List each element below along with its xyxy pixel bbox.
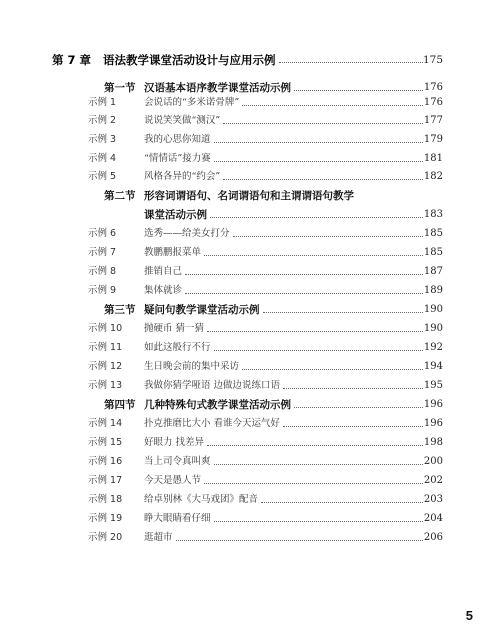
dot-leader: [204, 254, 423, 256]
example-title: 扑克推磨比大小 看谁今天运气好: [144, 418, 281, 429]
toc-example-7: [0, 243, 495, 263]
chapter-label: 第 7 章: [52, 53, 92, 67]
section-title-continued: 课堂活动示例: [144, 209, 207, 221]
example-title-line: [144, 224, 423, 244]
example-title: 好眼力 找差异: [144, 437, 205, 448]
dot-leader: [214, 463, 423, 465]
section-title: 几种特殊句式教学课堂活动示例: [144, 399, 291, 411]
toc-example-14: [0, 414, 495, 434]
toc-example-10: [0, 319, 495, 339]
example-label: 示例 14: [88, 418, 123, 429]
toc-example-4: [0, 149, 495, 169]
toc-example-20: [0, 528, 495, 548]
example-page: 177: [423, 115, 443, 126]
dot-leader: [204, 482, 423, 484]
dot-leader: [207, 444, 423, 446]
example-label: 示例 13: [88, 380, 123, 391]
example-title-line: [144, 433, 423, 453]
chapter-page: 175: [423, 54, 444, 66]
example-label: 示例 12: [88, 361, 123, 372]
example-title: 推销自己: [144, 266, 183, 277]
toc-example-11: [0, 338, 495, 358]
toc-example-3: [0, 130, 495, 150]
example-label: 示例 11: [88, 342, 123, 353]
example-title-line: [144, 490, 423, 510]
dot-leader: [214, 520, 423, 522]
example-label: 示例 20: [88, 532, 123, 543]
dot-leader: [261, 501, 423, 503]
example-title-line: [144, 509, 423, 529]
section-title: 疑问句教学课堂活动示例: [144, 304, 260, 316]
example-title: 生日晚会前的集中采访: [144, 361, 240, 372]
toc-section-3: [0, 300, 495, 320]
section-label: 第四节: [104, 399, 136, 411]
dot-leader: [242, 368, 423, 370]
example-title: 集体就诊: [144, 285, 183, 296]
toc-example-15: [0, 433, 495, 453]
example-label: 示例 10: [88, 323, 123, 334]
example-page: 190: [423, 323, 443, 334]
example-title-line: [144, 149, 423, 169]
section-page: 190: [423, 304, 443, 315]
dot-leader: [242, 104, 423, 106]
chapter-title: 语法教学课堂活动设计与应用示例: [103, 53, 276, 67]
example-label: 示例 9: [88, 285, 117, 296]
section-page: 183: [423, 209, 443, 220]
example-page: 181: [423, 153, 443, 164]
example-title: 我做你猜学哑语 边做边说练口语: [144, 380, 281, 391]
example-title-line: [144, 376, 423, 396]
dot-leader: [294, 406, 423, 408]
example-title-line: [144, 93, 423, 113]
example-label: 示例 8: [88, 266, 117, 277]
example-label: 示例 17: [88, 475, 123, 486]
example-title: 睁大眼睛看仔细: [144, 513, 211, 524]
example-label: 示例 15: [88, 437, 123, 448]
example-page: 192: [423, 342, 443, 353]
section-title-line: [144, 205, 423, 225]
example-page: 176: [423, 97, 443, 108]
section-title: 汉语基本语序教学课堂活动示例: [144, 82, 291, 94]
toc-example-12: [0, 357, 495, 377]
example-page: 187: [423, 266, 443, 277]
example-label: 示例 5: [88, 171, 117, 182]
section-label: 第二节: [104, 190, 136, 202]
example-page: 200: [423, 456, 443, 467]
example-title-line: [144, 452, 423, 472]
page-number: 5: [465, 608, 473, 623]
example-label: 示例 7: [88, 247, 117, 258]
section-title-line: [144, 186, 423, 206]
toc-example-2: [0, 111, 495, 131]
example-page: 195: [423, 380, 443, 391]
toc-example-1: [0, 93, 495, 113]
example-title: 我的心思你知道: [144, 134, 211, 145]
dot-leader: [223, 122, 423, 124]
section-page: 176: [423, 82, 443, 93]
dot-leader: [214, 160, 423, 162]
example-page: 196: [423, 418, 443, 429]
example-title-line: [144, 471, 423, 491]
dot-leader: [185, 292, 423, 294]
example-page: 185: [423, 247, 443, 258]
example-title: 风格各异的“约会”: [144, 171, 221, 182]
example-title: 选秀——给美女打分: [144, 228, 230, 239]
example-page: 202: [423, 475, 443, 486]
dot-leader: [294, 89, 423, 91]
example-page: 194: [423, 361, 443, 372]
example-page: 182: [423, 171, 443, 182]
dot-leader: [210, 216, 423, 218]
dot-leader: [233, 235, 423, 237]
toc-example-13: [0, 376, 495, 396]
example-title-line: [144, 319, 423, 339]
section-label: 第三节: [104, 304, 136, 316]
example-title: “情情话”接力赛: [144, 153, 211, 164]
example-title-line: [144, 528, 423, 548]
example-label: 示例 1: [88, 97, 117, 108]
example-page: 185: [423, 228, 443, 239]
dot-leader: [223, 178, 423, 180]
example-page: 203: [423, 494, 443, 505]
example-title-line: [144, 111, 423, 131]
example-title: 教鹏鹏报菜单: [144, 247, 202, 258]
example-label: 示例 16: [88, 456, 123, 467]
toc-example-9: [0, 281, 495, 301]
example-title-line: [144, 167, 423, 187]
toc-chapter-7: [0, 50, 495, 70]
section-label: 第一节: [104, 82, 136, 94]
example-title-line: [144, 414, 423, 434]
example-label: 示例 19: [88, 513, 123, 524]
section-page: 196: [423, 399, 443, 410]
toc-section-2-continued: [0, 205, 495, 225]
example-label: 示例 6: [88, 228, 117, 239]
example-page: 206: [423, 532, 443, 543]
toc-section-2: [0, 186, 495, 206]
dot-leader: [214, 141, 423, 143]
toc-example-16: [0, 452, 495, 472]
example-title-line: [144, 338, 423, 358]
example-title: 当上司令真叫爽: [144, 456, 211, 467]
dot-leader: [263, 311, 424, 313]
section-title: 形容词谓语句、名词谓语句和主谓谓语句教学: [144, 190, 354, 202]
example-title: 说说笑笑做“测汉”: [144, 115, 221, 126]
example-title-line: [144, 243, 423, 263]
toc-example-17: [0, 471, 495, 491]
example-page: 198: [423, 437, 443, 448]
example-label: 示例 3: [88, 134, 117, 145]
example-title-line: [144, 130, 423, 150]
section-title-line: [144, 300, 423, 320]
toc-example-19: [0, 509, 495, 529]
chapter-title-line: [103, 50, 423, 70]
toc-section-4: [0, 395, 495, 415]
example-label: 示例 4: [88, 153, 117, 164]
dot-leader: [214, 349, 423, 351]
example-title-line: [144, 281, 423, 301]
example-page: 204: [423, 513, 443, 524]
example-page: 189: [423, 285, 443, 296]
example-title: 给卓别林《大马戏团》配音: [144, 494, 259, 505]
dot-leader: [176, 539, 423, 541]
example-title-line: [144, 262, 423, 282]
example-title: 逛超市: [144, 532, 173, 543]
example-title: 如此这般行不行: [144, 342, 211, 353]
example-title: 今天是愚人节: [144, 475, 202, 486]
toc-example-8: [0, 262, 495, 282]
toc-example-5: [0, 167, 495, 187]
toc-example-6: [0, 224, 495, 244]
section-title-line: [144, 395, 423, 415]
dot-leader: [279, 61, 424, 63]
example-title-line: [144, 357, 423, 377]
example-title: 会说话的“多米诺骨牌”: [144, 97, 240, 108]
example-label: 示例 2: [88, 115, 117, 126]
dot-leader: [283, 425, 423, 427]
toc-example-18: [0, 490, 495, 510]
example-page: 179: [423, 134, 443, 145]
example-title: 抛硬币 猜一猜: [144, 323, 205, 334]
dot-leader: [185, 273, 423, 275]
dot-leader: [283, 387, 423, 389]
dot-leader: [207, 330, 423, 332]
example-label: 示例 18: [88, 494, 123, 505]
